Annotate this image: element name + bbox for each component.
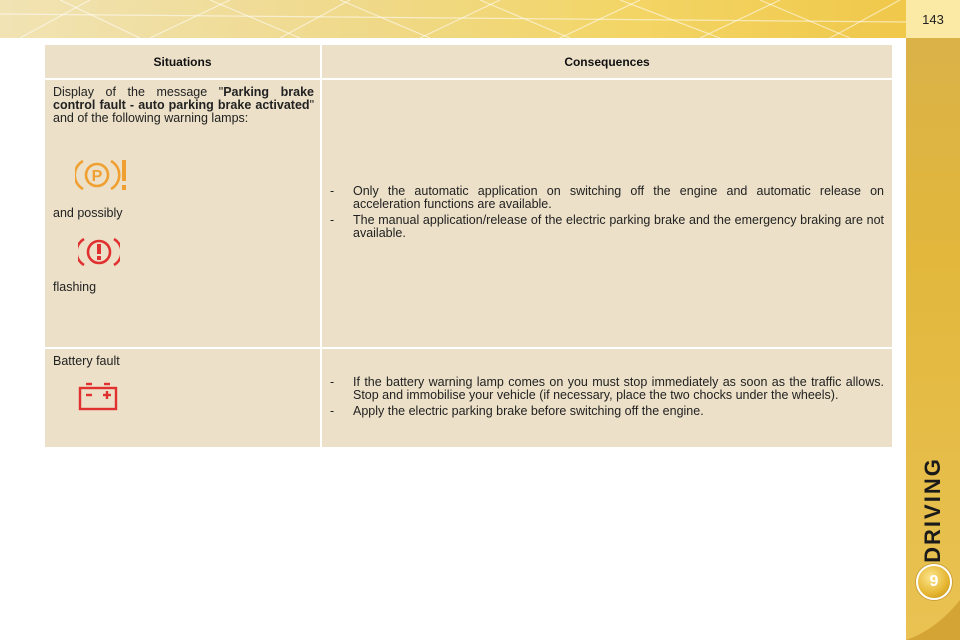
consequences-cell [321,79,892,348]
header-decoration [0,0,906,38]
situation-cell [45,79,321,348]
table-row [45,79,892,348]
header-situations: Situations [45,45,321,79]
battery-icon [77,382,119,412]
page-number: 143 [906,0,960,38]
situations-consequences-table [45,45,892,449]
message-text: Parking brake control fault - auto parking brake activated [53,85,314,112]
situation-text: Display of the message "Parking brake control fault - auto parking brake activated" and of the following warning lamps: [53,85,314,125]
table-row [45,348,892,448]
list-item: - The manual application/release of the electric parking brake and the emergency braking are not available. [328,214,884,240]
parking-brake-warning-icon [75,157,131,193]
chapter-badge: 9 [916,564,952,600]
list-item: - Apply the electric parking brake before switching off the engine. [328,405,884,418]
header-consequences: Consequences [321,45,892,79]
corner-decoration [906,600,960,640]
svg-text:P: P [91,168,103,185]
consequences-cell [321,348,892,448]
section-title: DRIVING [920,457,945,563]
list-item: - If the battery warning lamp comes on you must stop immediately as soon as the traffic allows. Stop and immobilise your vehicle (if necessary, place the two chocks under the wheels). [328,376,884,402]
battery-fault-text: Battery fault [53,354,120,368]
brake-alert-icon [78,235,120,269]
list-item: - Only the automatic application on switching off the engine and automatic release on acceleration functions are available. [328,185,884,211]
and-possibly-text: and possibly [53,206,123,220]
situation-cell [45,348,321,448]
consequences-list [328,185,884,240]
consequences-list [328,376,884,418]
flashing-text: flashing [53,280,97,294]
